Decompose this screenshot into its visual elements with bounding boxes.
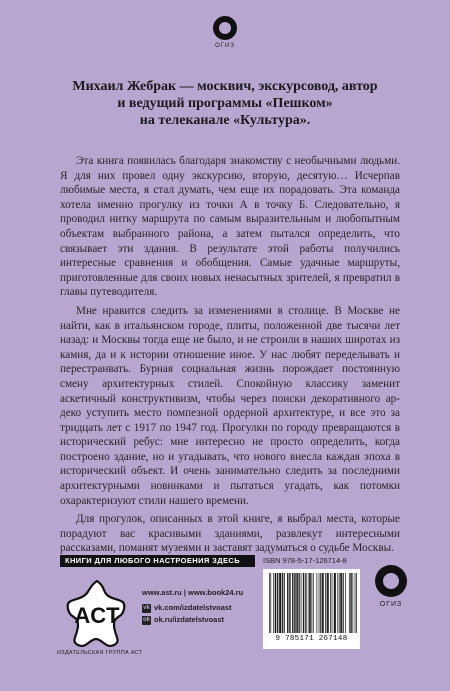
paragraph: Эта книга появилась благодаря знакомству с необычными людьми. Я для них провел одну экскурсию, вторую, десятую… Исчерпав любимые места, я стал думать, чем еще их порадовать. Эта команда хотела именно прогулку из точки А в точку Б. Следовательно, я проводил нитку маршрута по самым выразительным и любопытным объектам выбранного района, а затем пытался определить, что связывает эти здания. В результате этой работы получились интересные сравнения и обобщения. Самые удачные маршруты, приготовленные для своих новых ненасытных зрителей, я превратил в главы путеводителя. [60, 155, 400, 299]
author-headline [40, 78, 410, 129]
social-link-text: ok.ru/izdatelstvoast [154, 615, 225, 624]
ogiz-label: ОГИЗ [215, 43, 235, 49]
ogiz-logo-top [210, 16, 240, 49]
headline-line: и ведущий программы «Пешком» [117, 96, 333, 111]
paragraph: Мне нравится следить за изменениями в столице. В Москве не найти, как в итальянском городе, плиты, положенной две тысячи лет назад: и Москвы тогда еще не было, и не строили в наших широтах из камня, да и к истории отношение иное. У нас любят переделывать и перестраивать. Бурная социальная жизнь порождает постоянную смену архитектурных стилей. Спокойную классику заменит аскетичный конструктивизм, чтобы через поиски декоративного ар-деко уступить место помпезной ордерной архитектуре, и все это за тридцать лет с 1917 по 1947 год. Прогулки по городу превращаются в исторический ребус: мне интересно не просто определить, когда построено здание, но и угадывать, что нового внесла каждая эпоха в исторический объект. И очень занимательно следить за последними архитектурными новинками и пытаться угадать, как потомки охарактеризуют стили нашего времени. [60, 304, 400, 507]
ogiz-label: ОГИЗ [379, 601, 403, 608]
barcode-number: 9 785171 267148 [275, 635, 348, 643]
headline-line: на телеканале «Культура». [139, 113, 311, 128]
website-links[interactable]: www.ast.ru | www.book24.ru [142, 588, 244, 597]
ogiz-ring-icon [213, 16, 237, 40]
ogiz-logo-bottom [373, 565, 409, 608]
ast-caption: ИЗДАТЕЛЬСКАЯ ГРУППА АСТ [57, 650, 143, 656]
info-strip [60, 555, 405, 567]
ast-logo [60, 575, 135, 650]
ok-icon: ok [142, 616, 150, 623]
barcode-bars [263, 569, 360, 635]
isbn-barcode [263, 569, 360, 649]
slogan-label: КНИГИ ДЛЯ ЛЮБОГО НАСТРОЕНИЯ ЗДЕСЬ [60, 555, 255, 567]
annotation-body [60, 154, 400, 560]
social-link-vk[interactable] [142, 603, 232, 613]
paragraph: Для прогулок, описанных в этой книге, я выбрал места, которые порадуют вас красивыми зданиями, развлекут интересными рассказами, поманят музеями и заставят задуматься о судьбе Москвы. [60, 513, 400, 555]
social-link-text: vk.com/izdatelstvoast [154, 603, 232, 612]
headline-line: Михаил Жебрак — москвич, экскурсовод, автор [72, 79, 378, 94]
ogiz-ring-icon [375, 565, 407, 597]
ast-logo-text: ACT [74, 603, 120, 628]
vk-icon: vk [143, 604, 150, 611]
isbn-text: ISBN 978-5-17-126714-8 [263, 556, 347, 565]
social-link-ok[interactable] [142, 615, 224, 625]
